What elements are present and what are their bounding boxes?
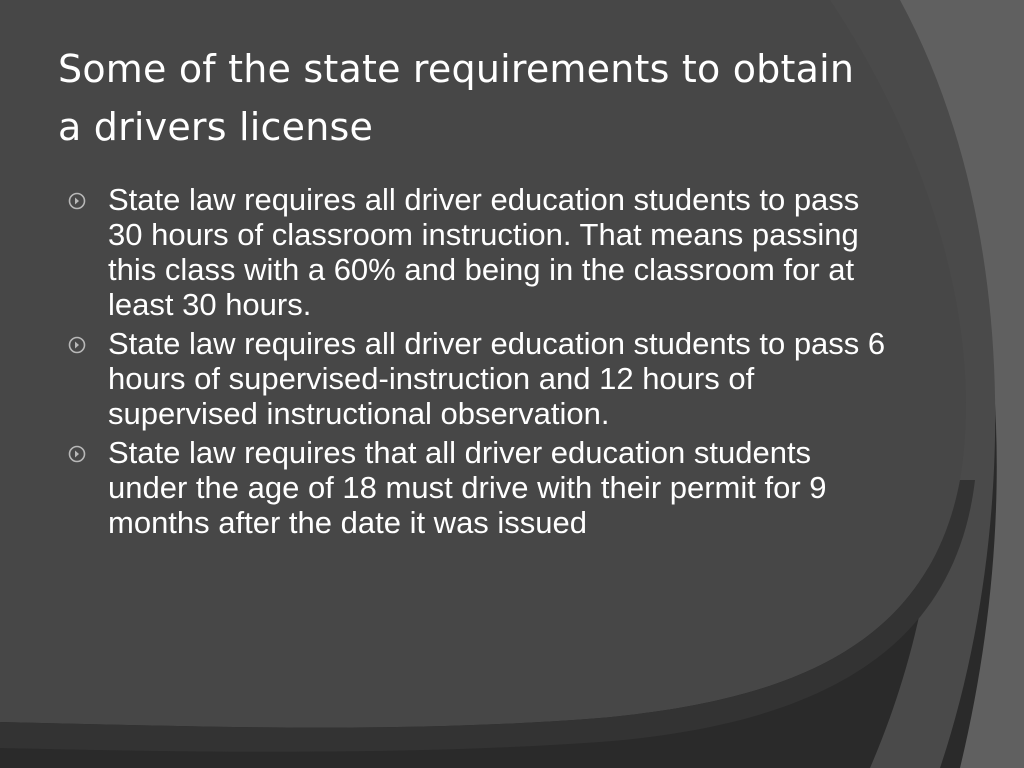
circled-arrow-icon bbox=[68, 445, 86, 463]
circled-arrow-icon bbox=[68, 336, 86, 354]
list-item bbox=[66, 326, 896, 431]
slide-title: Some of the state requirements to obtain a drivers license bbox=[58, 47, 855, 149]
circled-arrow-icon bbox=[68, 192, 86, 210]
bullet-list bbox=[66, 182, 896, 544]
bullet-text: State law requires all driver education students to pass 6 hours of supervised-instruction and 12 hours of supervised instructional observation. bbox=[108, 326, 886, 431]
list-item bbox=[66, 182, 896, 322]
list-item bbox=[66, 435, 896, 540]
bullet-text: State law requires all driver education students to pass 30 hours of classroom instruction. That means passing this class with a 60% and being in the classroom for at least 30 hours. bbox=[108, 182, 860, 322]
bullet-text: State law requires that all driver education students under the age of 18 must drive with their permit for 9 months after the date it was issued bbox=[108, 435, 827, 540]
